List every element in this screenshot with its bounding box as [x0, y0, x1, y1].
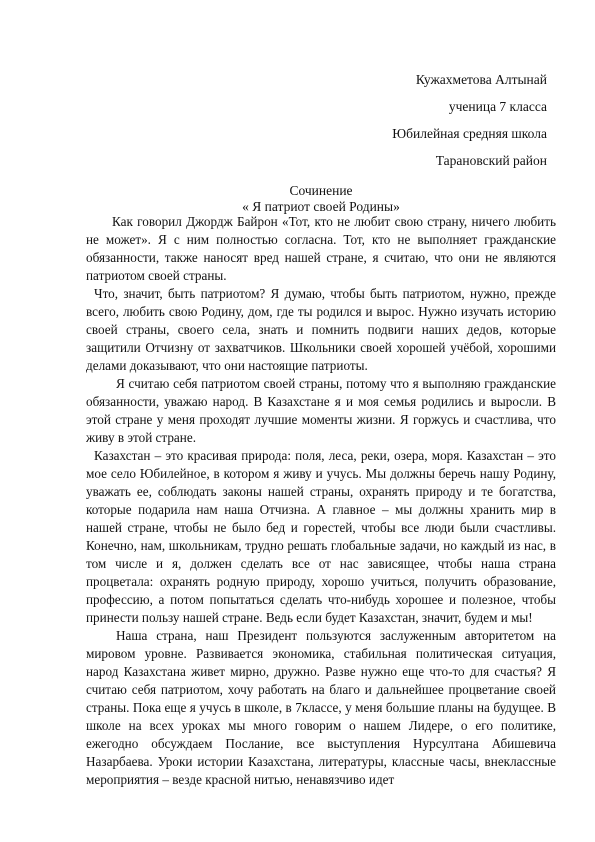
essay-body	[86, 213, 556, 789]
author-grade: ученица 7 класса	[448, 99, 547, 114]
essay-subtitle: « Я патриот своей Родины»	[242, 199, 400, 214]
author-name: Кужахметова Алтынай	[415, 72, 547, 87]
author-header	[392, 66, 547, 174]
essay-paragraph-3: Я считаю себя патриотом своей страны, потому что я выполняю гражданские обязанности, уважаю народ. В Казахстане я и моя семья родились и выросли. В этой стране у меня проходят лучшие моменты жизни. Я горжусь и счастлива, что живу в этой стране.	[86, 376, 556, 445]
essay-paragraph-5: Наша страна, наш Президент пользуются заслуженным авторитетом на мировом уровне. Развивается экономика, стабильная политическая ситуация, народ Казахстана живет мирно, дружно. Разве нужно еще что-то для счастья? Я считаю себя патриотом, хочу работать на благо и дальнейшее процветание своей страны. Пока еще я учусь в школе, в 7классе, у меня большие планы на будущее. В школе на всех уроках мы много говорим о нашем Лидере, о его политике, ежегодно обсуждаем Послание, все выступления Нурсултана Абишевича Назарбаева. Уроки истории Казахстана, литературы, классные часы, внеклассные мероприятия – везде красной нитью, ненавязчиво идет	[86, 628, 556, 787]
author-school: Юбилейная средняя школа	[392, 126, 547, 141]
essay-heading	[86, 183, 556, 215]
essay-paragraph-1: Как говорил Джордж Байрон «Тот, кто не любит свою страну, ничего любить не может». Я с ним полностью согласна. Тот, кто не выполняет гражданские обязанности, также наносят вред нашей стране, я считаю, что они не являются патриотом своей страны.	[86, 214, 556, 283]
essay-paragraph-4: Казахстан – это красивая природа: поля, леса, реки, озера, моря. Казахстан – это мое село Юбилейное, в котором я живу и учусь. Мы должны беречь нашу Родину, уважать ее, соблюдать законы нашей страны, охранять природу и те богатства, которые подарила нам наша Отчизна. А главное – мы должны хранить мир в нашей стране, чтобы не было бед и горестей, чтобы все люди были счастливы. Конечно, нам, школьникам, трудно решать глобальные задачи, но каждый из нас, в том числе и я, должен сделать все от нас зависящее, чтобы наша страна процветала: охранять родную природу, хорошо учиться, получить образование, профессию, а потом попытаться сделать что-нибудь хорошее и полезное, чтобы принести пользу нашей стране. Ведь если будет Казахстан, значит, будем и мы!	[86, 448, 556, 625]
essay-paragraph-2: Что, значит, быть патриотом? Я думаю, чтобы быть патриотом, нужно, прежде всего, любить свою Родину, дом, где ты родился и вырос. Нужно изучать историю своей страны, своего села, знать и помнить подвиги наших дедов, которые защитили Отчизну от захватчиков. Школьники своей хорошей учёбой, хорошими делами доказывают, что они настоящие патриоты.	[86, 286, 556, 373]
essay-title: Сочинение	[289, 183, 353, 198]
author-district: Тарановский район	[435, 153, 547, 168]
